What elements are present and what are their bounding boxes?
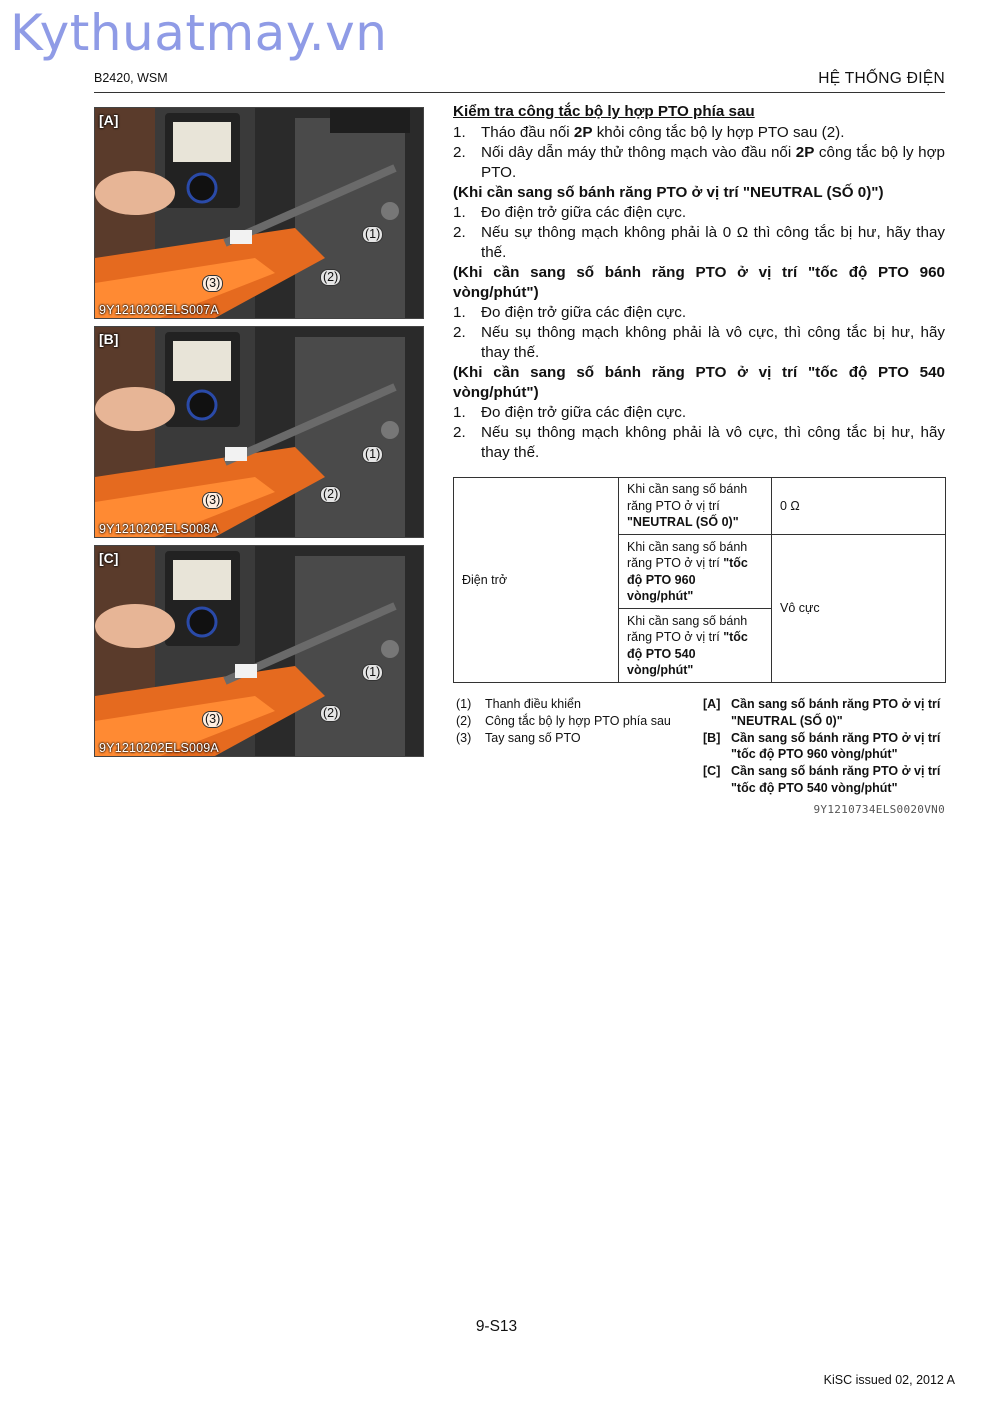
table-value-cell: 0 Ω [772,478,946,535]
condition-heading: (Khi cần sang số bánh răng PTO ở vị trí "NEUTRAL (SỐ 0)") [453,184,884,201]
condition-step [453,423,945,463]
condition-text: Khi cần sang số bánh răng PTO ở vị trí [627,482,748,513]
condition-heading: (Khi cần sang số bánh răng PTO ở vị trí "tốc độ PTO 960 vòng/phút") [453,264,945,301]
legend-value: Thanh điều khiển [485,697,581,711]
photo-b-code: 9Y1210202ELS008A [99,522,219,536]
photo-b-image [95,327,424,538]
step-text: Đo điện trở giữa các điện cực. [481,304,687,321]
step-text: Nếu sụ thông mạch không phải là vô cực, thì công tắc bị hư, hãy thay thế. [481,324,945,361]
photo-c-callout-2: (2) [320,705,341,722]
step-text: Đo điện trở giữa các điện cực. [481,404,687,421]
legend-item [456,730,671,747]
photo-b [94,326,424,538]
condition-bold: "NEUTRAL (SỐ 0)" [627,515,739,530]
photo-c-callout-3: (3) [202,711,223,728]
photo-a-callout-2: (2) [320,269,341,286]
legend-key: (2) [456,714,472,728]
step-number: 2. [453,424,466,441]
photo-a-image [95,108,424,319]
legend-value: Tay sang số PTO [485,731,581,745]
table-condition-cell [619,478,772,535]
condition-step [453,303,945,323]
step-text: Nếu sự thông mạch không phải là 0 Ω thì công tắc bị hư, hãy thay thế. [481,224,945,261]
table-row [454,478,946,535]
photo-a-callout-1: (1) [362,226,383,243]
procedure [453,102,945,463]
condition-step [453,403,945,423]
legend-value: Cần sang số bánh răng PTO ở vị trí "tốc độ PTO 960 vòng/phút" [731,730,941,762]
photo-c-tag: [C] [99,550,119,566]
photo-c-code: 9Y1210202ELS009A [99,741,219,755]
legend-item [703,696,945,730]
condition-text: Khi cần sang số bánh răng PTO ở vị trí [627,613,748,644]
step-text: Tháo đầu nối [481,124,574,141]
step-number: 1. [453,204,466,221]
step-bold: 2P [795,144,815,161]
condition-text: Khi cần sang số bánh răng PTO ở vị trí [627,539,748,570]
document-id: 9Y1210734ELS0020VN0 [813,803,945,816]
procedure-title: Kiểm tra công tắc bộ ly hợp PTO phía sau [453,103,755,120]
step-number: 2. [453,144,466,161]
condition-step [453,223,945,263]
legend-key: [B] [703,730,721,745]
legend-item [703,730,945,764]
photo-b-callout-3: (3) [202,492,223,509]
page-number: 9-S13 [475,1318,518,1335]
header-divider [94,92,945,93]
photo-c-image [95,546,424,757]
legend-key: (1) [456,697,472,711]
step-bold: 2P [573,124,593,141]
table-condition-cell [619,535,772,609]
photo-b-callout-2: (2) [320,486,341,503]
legend-item [703,763,945,797]
issue-note: KiSC issued 02, 2012 A [823,1373,955,1387]
step-number: 1. [453,124,466,141]
step-text: Nếu sụ thông mạch không phải là vô cực, thì công tắc bị hư, hãy thay thế. [481,424,945,461]
legend-value: Cần sang số bánh răng PTO ở vị trí "NEUTRAL (SỐ 0)" [731,697,941,728]
step-number: 2. [453,224,466,241]
legend-value: Công tắc bộ ly hợp PTO phía sau [485,714,671,728]
photo-c [94,545,424,757]
photo-a-tag: [A] [99,112,119,128]
photo-b-tag: [B] [99,331,119,347]
intro-step [453,143,945,183]
resistance-spec-table [453,477,946,683]
table-label-cell: Điện trở [454,478,619,683]
table-value-cell: Vô cực [772,535,946,683]
legend-item [456,713,671,730]
step-number: 1. [453,404,466,421]
condition-bold: "tốc độ PTO 960 vòng/phút" [627,556,748,603]
step-text: công tắc bộ ly hợp PTO. [481,144,945,181]
step-text: Nối dây dẫn máy thử thông mạch vào đầu nối [481,144,796,161]
photo-a-code: 9Y1210202ELS007A [99,303,219,317]
step-number: 2. [453,324,466,341]
step-number: 1. [453,304,466,321]
photo-a [94,107,424,319]
table-condition-cell [619,609,772,683]
legend-key: [A] [703,697,721,711]
header-section-title: HỆ THỐNG ĐIỆN [818,70,945,87]
watermark-logo: Kythuatmay.vn [10,4,388,62]
condition-step [453,203,945,223]
legend-value: Cần sang số bánh răng PTO ở vị trí "tốc độ PTO 540 vòng/phút" [731,764,941,795]
intro-step [453,123,945,143]
step-text: khỏi công tắc bộ ly hợp PTO sau (2). [592,124,845,141]
legend-key: (3) [456,731,472,745]
legend-item [456,696,671,713]
condition-step [453,323,945,363]
step-text: Đo điện trở giữa các điện cực. [481,204,687,221]
condition-bold: "tốc độ PTO 540 vòng/phút" [627,630,748,677]
legend-key: [C] [703,764,721,779]
photo-a-callout-3: (3) [202,275,223,292]
photo-c-callout-1: (1) [362,664,383,681]
legend-numbers [456,696,671,747]
header-model: B2420, WSM [94,71,168,85]
legend-letters [703,696,945,797]
condition-heading: (Khi cần sang số bánh răng PTO ở vị trí "tốc độ PTO 540 vòng/phút") [453,364,945,401]
photo-b-callout-1: (1) [362,446,383,463]
